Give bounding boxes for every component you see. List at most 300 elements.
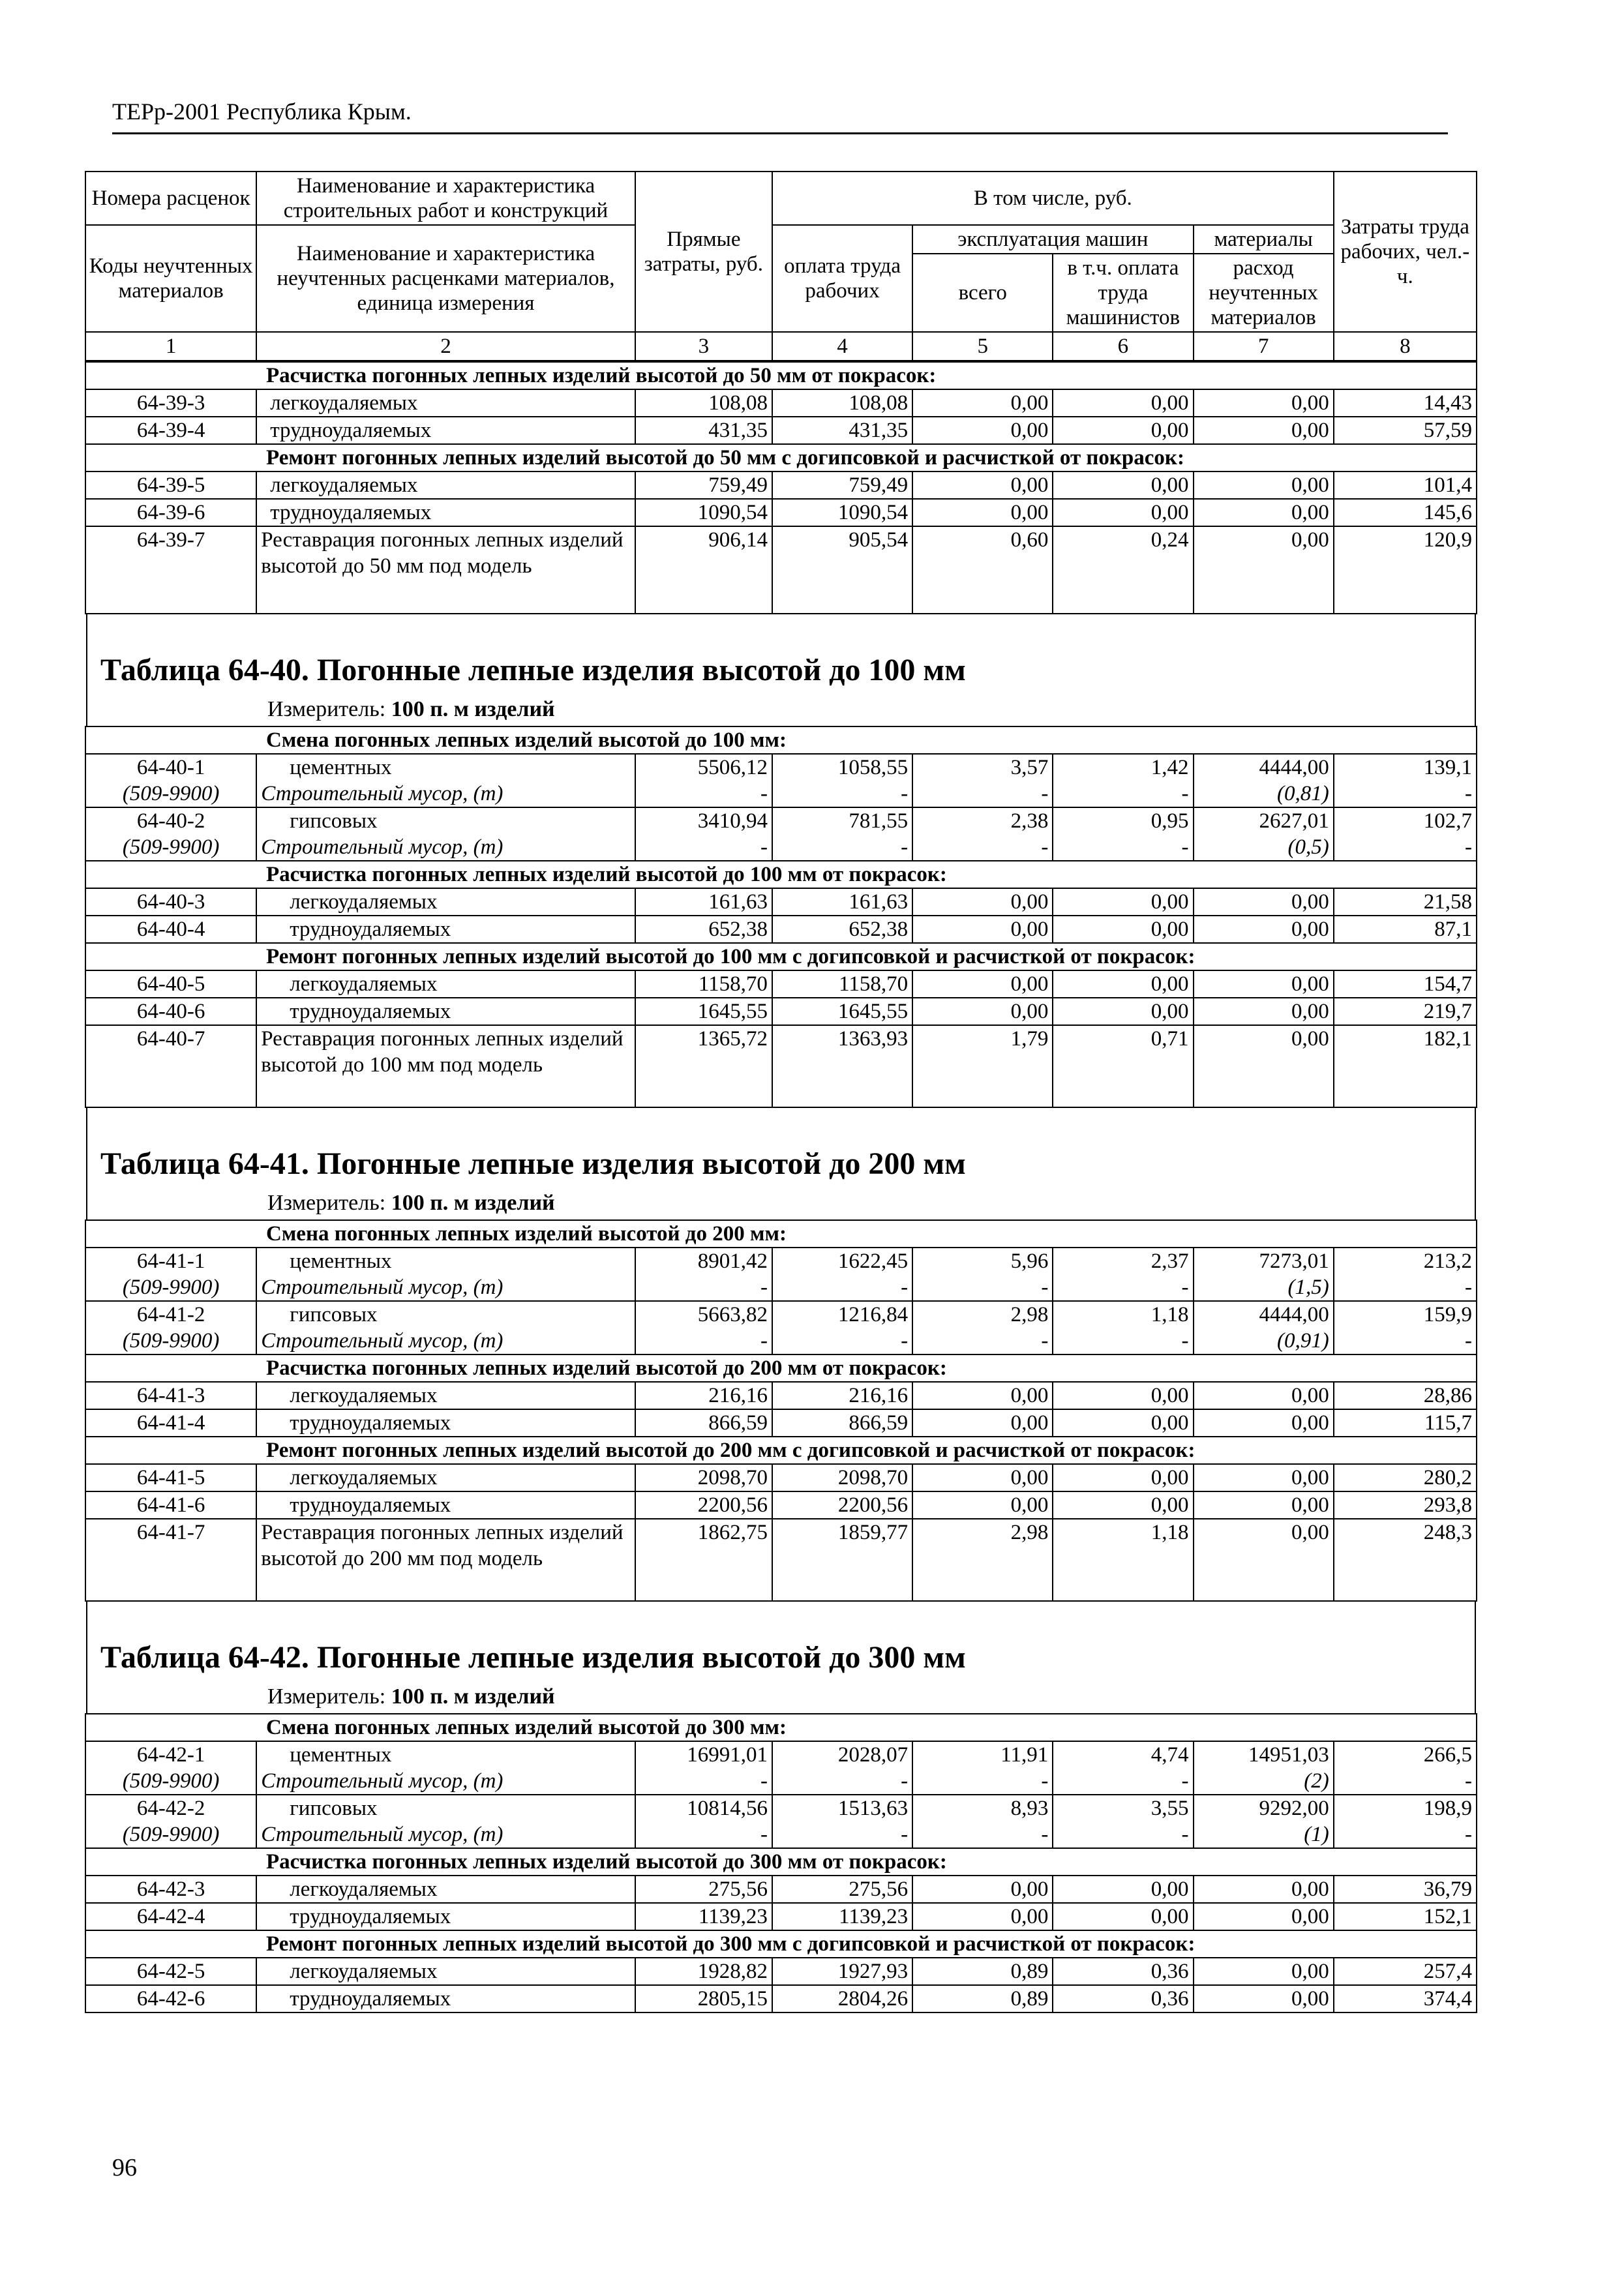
table-cell: 0,00 — [1053, 916, 1193, 943]
table-cell: 145,6 — [1334, 499, 1477, 526]
table-cell: 0,00 — [912, 888, 1053, 916]
material-row — [85, 1821, 1477, 1848]
table-row — [85, 1985, 1477, 2012]
table-cell: 36,79 — [1334, 1876, 1477, 1903]
table-cell: 0,00 — [1053, 1903, 1193, 1930]
table-row — [85, 417, 1477, 444]
table-cell: 5506,12 — [635, 754, 772, 781]
table-cell: 4444,00 — [1194, 754, 1334, 781]
table-cell: 161,63 — [635, 888, 772, 916]
table-cell: 2098,70 — [772, 1464, 912, 1491]
table-cell: 64-41-1 — [85, 1248, 256, 1274]
page-header: ТЕРр-2001 Республика Крым. — [112, 98, 412, 125]
header-direct-costs: Прямые затраты, руб. — [635, 172, 772, 332]
table-cell: - — [1053, 781, 1193, 807]
table-cell: (509-9900) — [85, 781, 256, 807]
table-cell: - — [635, 781, 772, 807]
table-cell: 3,57 — [912, 754, 1053, 781]
table-cell: 0,89 — [912, 1985, 1053, 2012]
table-cell: - — [1053, 1274, 1193, 1301]
table-title: Таблица 64-41. Погонные лепные изделия высотой до 200 мм — [86, 1108, 1476, 1191]
table-cell: 0,00 — [1194, 916, 1334, 943]
table-row — [85, 998, 1477, 1025]
table-row — [85, 526, 1477, 614]
section-title: Расчистка погонных лепных изделий высотой до 50 мм от покрасок: — [85, 362, 1477, 389]
section-title: Расчистка погонных лепных изделий высотой до 200 мм от покрасок: — [85, 1354, 1477, 1382]
table-cell: 0,00 — [1194, 888, 1334, 916]
table-cell: 0,00 — [1053, 970, 1193, 998]
table-cell: - — [635, 834, 772, 861]
table-cell: - — [772, 1768, 912, 1795]
table-cell: 64-39-5 — [85, 471, 256, 499]
header-machines: эксплуатация машин — [912, 225, 1193, 254]
table-cell: (0,81) — [1194, 781, 1334, 807]
table-cell: 0,00 — [912, 1903, 1053, 1930]
table-row — [85, 754, 1477, 781]
table-row — [85, 1464, 1477, 1491]
table-cell: 10814,56 — [635, 1795, 772, 1821]
table-cell: 0,00 — [912, 471, 1053, 499]
table-cell: 1862,75 — [635, 1519, 772, 1601]
table-cell: 906,14 — [635, 526, 772, 614]
table-cell: 0,00 — [1194, 998, 1334, 1025]
table-cell: (0,5) — [1194, 834, 1334, 861]
table-cell: 1363,93 — [772, 1025, 912, 1107]
table-cell: 152,1 — [1334, 1903, 1477, 1930]
table-row — [85, 1795, 1477, 1821]
table-cell: 0,00 — [912, 389, 1053, 417]
table-cell: 0,00 — [912, 1382, 1053, 1409]
table-cell: гипсовых — [256, 1301, 635, 1328]
table-cell: 0,00 — [1194, 1025, 1334, 1107]
table-cell: 0,00 — [1053, 499, 1193, 526]
table-cell: 1513,63 — [772, 1795, 912, 1821]
table-cell: - — [772, 1821, 912, 1848]
table-cell: 64-42-1 — [85, 1741, 256, 1768]
table-cell: 0,95 — [1053, 807, 1193, 834]
table-cell: цементных — [256, 1248, 635, 1274]
section-title: Смена погонных лепных изделий высотой до 300 мм: — [85, 1714, 1477, 1741]
table-64-39 — [85, 361, 1477, 614]
table-cell: 0,24 — [1053, 526, 1193, 614]
table-cell: 14,43 — [1334, 389, 1477, 417]
table-cell: - — [772, 781, 912, 807]
table-cell: 1645,55 — [635, 998, 772, 1025]
section-title: Ремонт погонных лепных изделий высотой до 50 мм с догипсовкой и расчисткой от покрасок: — [85, 444, 1477, 471]
table-row — [85, 1876, 1477, 1903]
header-materials: материалы — [1194, 225, 1334, 254]
page-number: 96 — [112, 2154, 137, 2181]
table-cell: 1928,82 — [635, 1958, 772, 1985]
table-cell: 64-39-7 — [85, 526, 256, 614]
table-cell: 213,2 — [1334, 1248, 1477, 1274]
table-cell: 2200,56 — [772, 1491, 912, 1519]
table-cell: трудноудаляемых — [256, 1491, 635, 1519]
header-material-codes: Коды неучтенных материалов — [85, 225, 256, 332]
table-cell: 293,8 — [1334, 1491, 1477, 1519]
table-64-42 — [85, 1713, 1477, 2013]
table-cell: 64-42-6 — [85, 1985, 256, 2012]
table-cell: 64-40-6 — [85, 998, 256, 1025]
table-cell: 0,00 — [1194, 417, 1334, 444]
table-row — [85, 1958, 1477, 1985]
table-cell: 154,7 — [1334, 970, 1477, 998]
table-row — [85, 1903, 1477, 1930]
section-title: Ремонт погонных лепных изделий высотой до 200 мм с догипсовкой и расчисткой от покрасок: — [85, 1437, 1477, 1464]
table-cell: - — [635, 1274, 772, 1301]
table-cell: 182,1 — [1334, 1025, 1477, 1107]
table-cell: - — [912, 781, 1053, 807]
table-cell: - — [1334, 1768, 1477, 1795]
table-cell: 64-42-3 — [85, 1876, 256, 1903]
table-cell: (0,91) — [1194, 1328, 1334, 1354]
table-cell: 0,00 — [1194, 526, 1334, 614]
table-cell: 64-41-6 — [85, 1491, 256, 1519]
table-cell: 198,9 — [1334, 1795, 1477, 1821]
table-cell: легкоудаляемых — [256, 888, 635, 916]
material-row — [85, 1768, 1477, 1795]
table-cell: 2,98 — [912, 1301, 1053, 1328]
table-title: Таблица 64-40. Погонные лепные изделия высотой до 100 мм — [86, 614, 1476, 697]
table-cell: легкоудаляемых — [256, 1382, 635, 1409]
table-cell: 0,00 — [912, 1409, 1053, 1437]
table-cell: - — [1053, 1821, 1193, 1848]
material-row — [85, 1274, 1477, 1301]
table-cell: - — [912, 1274, 1053, 1301]
table-cell: (509-9900) — [85, 1768, 256, 1795]
table-cell: 0,00 — [1194, 499, 1334, 526]
table-cell: цементных — [256, 1741, 635, 1768]
table-cell: 3,55 — [1053, 1795, 1193, 1821]
table-cell: - — [1053, 834, 1193, 861]
table-cell: - — [1053, 1328, 1193, 1354]
table-cell: 280,2 — [1334, 1464, 1477, 1491]
table-cell: трудноудаляемых — [256, 916, 635, 943]
col-num-3: 3 — [635, 332, 772, 361]
header-material-consumption: расход неучтенных материалов — [1194, 254, 1334, 332]
table-cell: 64-40-7 — [85, 1025, 256, 1107]
table-cell: - — [635, 1768, 772, 1795]
table-cell: (509-9900) — [85, 834, 256, 861]
table-cell: (509-9900) — [85, 1274, 256, 1301]
table-cell: 3410,94 — [635, 807, 772, 834]
table-cell: 64-41-3 — [85, 1382, 256, 1409]
table-cell: 161,63 — [772, 888, 912, 916]
table-cell: 1,18 — [1053, 1301, 1193, 1328]
table-cell: 0,00 — [1194, 389, 1334, 417]
table-cell: 115,7 — [1334, 1409, 1477, 1437]
table-cell: легкоудаляемых — [256, 471, 635, 499]
table-row — [85, 888, 1477, 916]
col-num-1: 1 — [85, 332, 256, 361]
table-cell: 1090,54 — [772, 499, 912, 526]
table-cell: 866,59 — [772, 1409, 912, 1437]
table-cell: 64-39-3 — [85, 389, 256, 417]
material-row — [85, 834, 1477, 861]
table-cell: (509-9900) — [85, 1821, 256, 1848]
table-cell: 16991,01 — [635, 1741, 772, 1768]
table-cell: 905,54 — [772, 526, 912, 614]
material-row — [85, 781, 1477, 807]
table-row — [85, 1741, 1477, 1768]
table-cell: Строительный мусор, (т) — [256, 1328, 635, 1354]
section-title: Смена погонных лепных изделий высотой до 200 мм: — [85, 1220, 1477, 1248]
table-cell: 0,71 — [1053, 1025, 1193, 1107]
header-operator-wages: в т.ч. оплата труда машинистов — [1053, 254, 1193, 332]
table-cell: 257,4 — [1334, 1958, 1477, 1985]
table-cell: 0,00 — [1053, 471, 1193, 499]
table-cell: - — [912, 834, 1053, 861]
table-cell: 2,38 — [912, 807, 1053, 834]
table-row — [85, 916, 1477, 943]
table-cell: 0,00 — [1194, 1958, 1334, 1985]
table-cell: 0,00 — [1053, 417, 1193, 444]
table-cell: 2098,70 — [635, 1464, 772, 1491]
table-cell: 275,56 — [772, 1876, 912, 1903]
table-cell: 64-41-2 — [85, 1301, 256, 1328]
col-num-5: 5 — [912, 332, 1053, 361]
section-title: Ремонт погонных лепных изделий высотой до 100 мм с догипсовкой и расчисткой от покрасок: — [85, 943, 1477, 970]
table-cell: 5663,82 — [635, 1301, 772, 1328]
table-cell: - — [1334, 781, 1477, 807]
col-num-8: 8 — [1334, 332, 1477, 361]
table-row — [85, 1025, 1477, 1107]
table-row — [85, 1409, 1477, 1437]
table-cell: 2804,26 — [772, 1985, 912, 2012]
table-cell: 216,16 — [772, 1382, 912, 1409]
table-cell: трудноудаляемых — [256, 1903, 635, 1930]
table-cell: 1927,93 — [772, 1958, 912, 1985]
table-cell: 1139,23 — [772, 1903, 912, 1930]
table-cell: - — [772, 834, 912, 861]
table-cell: 0,36 — [1053, 1958, 1193, 1985]
table-cell: 0,36 — [1053, 1985, 1193, 2012]
section-title: Расчистка погонных лепных изделий высотой до 300 мм от покрасок: — [85, 1848, 1477, 1876]
table-cell: 2627,01 — [1194, 807, 1334, 834]
table-cell: 0,00 — [1053, 888, 1193, 916]
table-cell: 8,93 — [912, 1795, 1053, 1821]
table-cell: 0,00 — [1194, 1382, 1334, 1409]
table-cell: 1365,72 — [635, 1025, 772, 1107]
table-cell: (509-9900) — [85, 1328, 256, 1354]
table-cell: 1158,70 — [635, 970, 772, 998]
table-row — [85, 970, 1477, 998]
header-worker-wages: оплата труда рабочих — [772, 225, 912, 332]
table-cell: - — [1053, 1768, 1193, 1795]
table-cell: 0,89 — [912, 1958, 1053, 1985]
table-cell: - — [912, 1768, 1053, 1795]
table-cell: 1,18 — [1053, 1519, 1193, 1601]
table-cell: трудноудаляемых — [256, 1985, 635, 2012]
section-title: Ремонт погонных лепных изделий высотой до 300 мм с догипсовкой и расчисткой от покрасок: — [85, 1930, 1477, 1958]
table-cell: 0,00 — [912, 417, 1053, 444]
table-cell: Строительный мусор, (т) — [256, 1768, 635, 1795]
col-num-6: 6 — [1053, 332, 1193, 361]
table-row — [85, 499, 1477, 526]
table-cell: 1,79 — [912, 1025, 1053, 1107]
col-num-2: 2 — [256, 332, 635, 361]
table-cell: 64-42-4 — [85, 1903, 256, 1930]
table-cell: 248,3 — [1334, 1519, 1477, 1601]
table-cell: 0,60 — [912, 526, 1053, 614]
table-cell: трудноудаляемых — [256, 998, 635, 1025]
table-cell: Реставрация погонных лепных изделий высотой до 50 мм под модель — [256, 526, 635, 614]
table-cell: гипсовых — [256, 807, 635, 834]
table-cell: 0,00 — [1053, 1409, 1193, 1437]
table-cell: 14951,03 — [1194, 1741, 1334, 1768]
table-cell: 2,98 — [912, 1519, 1053, 1601]
table-cell: 1622,45 — [772, 1248, 912, 1274]
table-cell: 5,96 — [912, 1248, 1053, 1274]
header-work-name: Наименование и характеристика строительных работ и конструкций — [256, 172, 635, 225]
table-cell: 0,00 — [912, 970, 1053, 998]
table-cell: - — [1334, 1328, 1477, 1354]
table-cell: трудноудаляемых — [256, 499, 635, 526]
table-cell: 1158,70 — [772, 970, 912, 998]
table-cell: - — [912, 1821, 1053, 1848]
table-cell: 4,74 — [1053, 1741, 1193, 1768]
table-cell: 11,91 — [912, 1741, 1053, 1768]
table-header — [85, 171, 1477, 361]
table-cell: 102,7 — [1334, 807, 1477, 834]
table-cell: - — [1334, 1274, 1477, 1301]
header-material-name: Наименование и характеристика неучтенных расценками материалов, единица измерения — [256, 225, 635, 332]
table-cell: 0,00 — [912, 1464, 1053, 1491]
table-row — [85, 1248, 1477, 1274]
table-row — [85, 389, 1477, 417]
table-cell: - — [912, 1328, 1053, 1354]
table-cell: 0,00 — [1053, 1876, 1193, 1903]
table-cell: 64-40-5 — [85, 970, 256, 998]
header-labor-costs: Затраты труда рабочих, чел.-ч. — [1334, 172, 1477, 332]
table-cell: трудноудаляемых — [256, 1409, 635, 1437]
table-cell: 0,00 — [1194, 970, 1334, 998]
table-cell: - — [635, 1821, 772, 1848]
table-cell: 8901,42 — [635, 1248, 772, 1274]
table-cell: 216,16 — [635, 1382, 772, 1409]
table-cell: легкоудаляемых — [256, 1464, 635, 1491]
table-cell: 9292,00 — [1194, 1795, 1334, 1821]
table-cell: 64-42-2 — [85, 1795, 256, 1821]
table-64-40 — [85, 726, 1477, 1108]
table-row — [85, 1491, 1477, 1519]
table-cell: 0,00 — [912, 1491, 1053, 1519]
table-cell: 0,00 — [1194, 1519, 1334, 1601]
section-title: Расчистка погонных лепных изделий высотой до 100 мм от покрасок: — [85, 861, 1477, 888]
table-cell: 1645,55 — [772, 998, 912, 1025]
table-cell: Реставрация погонных лепных изделий высотой до 100 мм под модель — [256, 1025, 635, 1107]
table-cell: - — [1334, 1821, 1477, 1848]
table-cell: 781,55 — [772, 807, 912, 834]
table-cell: 120,9 — [1334, 526, 1477, 614]
header-rule — [112, 132, 1448, 134]
table-cell: 87,1 — [1334, 916, 1477, 943]
table-cell: 0,00 — [1194, 1903, 1334, 1930]
table-cell: Строительный мусор, (т) — [256, 834, 635, 861]
table-cell: 0,00 — [1053, 998, 1193, 1025]
table-cell: Строительный мусор, (т) — [256, 781, 635, 807]
table-title: Таблица 64-42. Погонные лепные изделия высотой до 300 мм — [86, 1602, 1476, 1684]
table-cell: 64-41-5 — [85, 1464, 256, 1491]
table-cell: 64-40-1 — [85, 754, 256, 781]
table-row — [85, 1519, 1477, 1601]
table-cell: 64-40-3 — [85, 888, 256, 916]
table-cell: 2805,15 — [635, 1985, 772, 2012]
table-cell: 0,00 — [912, 998, 1053, 1025]
table-cell: 759,49 — [772, 471, 912, 499]
header-machines-total: всего — [912, 254, 1053, 332]
table-cell: легкоудаляемых — [256, 970, 635, 998]
table-cell: 64-41-4 — [85, 1409, 256, 1437]
table-cell: 108,08 — [635, 389, 772, 417]
header-rate-number: Номера расценок — [85, 172, 256, 225]
table-cell: трудноудаляемых — [256, 417, 635, 444]
table-cell: (2) — [1194, 1768, 1334, 1795]
table-cell: 219,7 — [1334, 998, 1477, 1025]
table-cell: 0,00 — [912, 499, 1053, 526]
table-cell: 64-40-2 — [85, 807, 256, 834]
table-cell: 2028,07 — [772, 1741, 912, 1768]
table-cell: 1859,77 — [772, 1519, 912, 1601]
table-cell: 431,35 — [635, 417, 772, 444]
table-cell: легкоудаляемых — [256, 389, 635, 417]
table-cell: 0,00 — [1194, 1491, 1334, 1519]
table-cell: 1216,84 — [772, 1301, 912, 1328]
table-row — [85, 807, 1477, 834]
table-cell: 21,58 — [1334, 888, 1477, 916]
table-cell: 0,00 — [1053, 1491, 1193, 1519]
header-including: В том числе, руб. — [772, 172, 1334, 225]
table-64-41 — [85, 1219, 1477, 1602]
table-cell: 0,00 — [1194, 1876, 1334, 1903]
unit-line: Измеритель: 100 п. м изделий — [86, 1191, 1476, 1219]
table-cell: 652,38 — [635, 916, 772, 943]
table-cell: 108,08 — [772, 389, 912, 417]
table-cell: 866,59 — [635, 1409, 772, 1437]
table-cell: 4444,00 — [1194, 1301, 1334, 1328]
table-cell: 0,00 — [1053, 1464, 1193, 1491]
table-cell: 28,86 — [1334, 1382, 1477, 1409]
table-cell: 64-39-6 — [85, 499, 256, 526]
table-cell: - — [1334, 834, 1477, 861]
table-cell: легкоудаляемых — [256, 1876, 635, 1903]
table-cell: 2,37 — [1053, 1248, 1193, 1274]
table-cell: 64-39-4 — [85, 417, 256, 444]
material-row — [85, 1328, 1477, 1354]
table-cell: легкоудаляемых — [256, 1958, 635, 1985]
table-cell: 0,00 — [1053, 1382, 1193, 1409]
table-cell: гипсовых — [256, 1795, 635, 1821]
table-cell: Строительный мусор, (т) — [256, 1274, 635, 1301]
table-cell: 0,00 — [1194, 1464, 1334, 1491]
col-num-4: 4 — [772, 332, 912, 361]
table-cell: 759,49 — [635, 471, 772, 499]
table-cell: 0,00 — [1053, 389, 1193, 417]
table-cell: (1) — [1194, 1821, 1334, 1848]
table-cell: (1,5) — [1194, 1274, 1334, 1301]
table-cell: 275,56 — [635, 1876, 772, 1903]
table-cell: 57,59 — [1334, 417, 1477, 444]
col-num-7: 7 — [1194, 332, 1334, 361]
table-cell: 1,42 — [1053, 754, 1193, 781]
table-row — [85, 1382, 1477, 1409]
unit-line: Измеритель: 100 п. м изделий — [86, 697, 1476, 726]
table-cell: 0,00 — [1194, 471, 1334, 499]
table-cell: - — [772, 1274, 912, 1301]
table-cell: 0,00 — [912, 1876, 1053, 1903]
table-cell: - — [772, 1328, 912, 1354]
table-cell: 0,00 — [912, 916, 1053, 943]
